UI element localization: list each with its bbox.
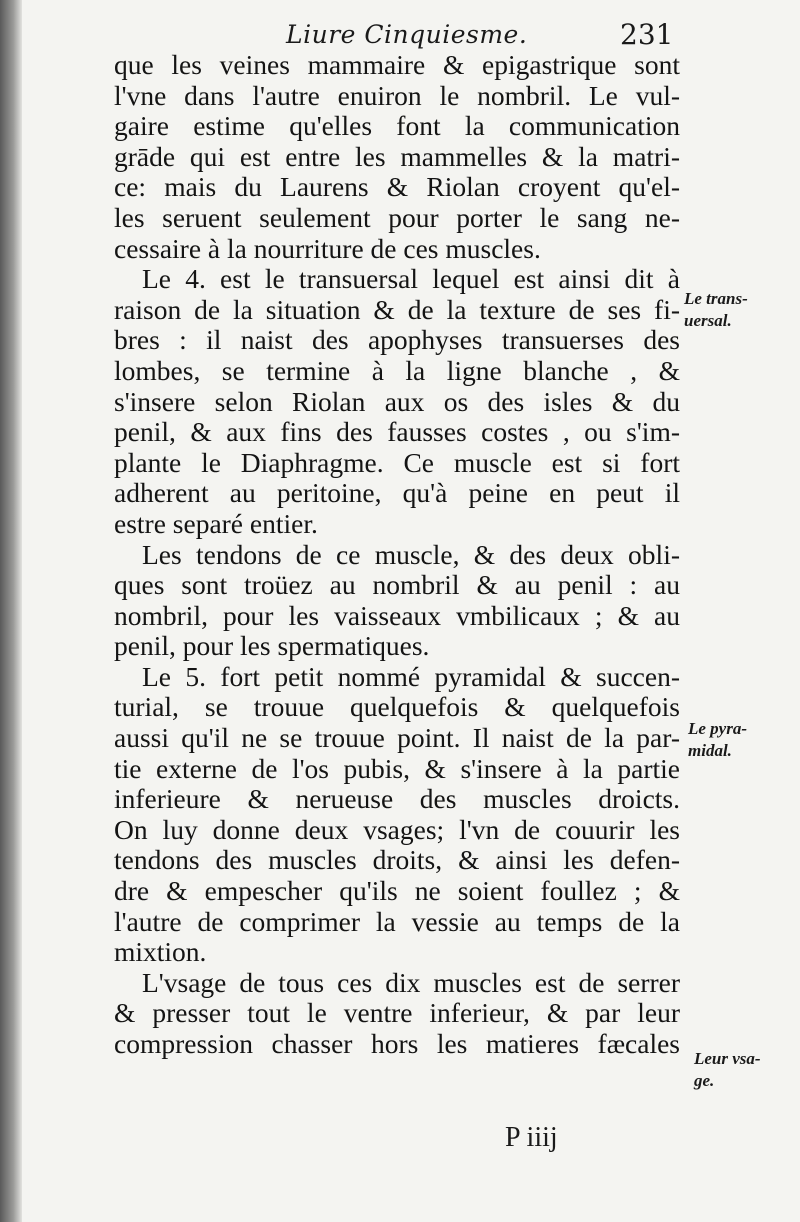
running-title: Liure Cinquiesme. (286, 20, 528, 49)
text-line: Le 4. est le transuersal lequel est ainsi dit à (142, 263, 680, 295)
text-line: s'insere selon Riolan aux os des isles & du (114, 385, 680, 417)
body-text (114, 50, 680, 1060)
margin-note-vsage: Leur vsa- ge. (694, 1049, 761, 1090)
text-line: turial, se trouue quelquefois & quelquefois (114, 691, 680, 723)
text-line: L'vsage de tous ces dix muscles est de serrer (142, 966, 680, 998)
text-line: lombes, se termine à la ligne blanche , & (114, 354, 680, 386)
text-line: bres : il naist des apophyses transuerses des (114, 324, 680, 356)
text-line: inferieure & nerueuse des muscles droicts. (114, 783, 680, 815)
text-line: mixtion. (114, 936, 207, 968)
text-line: tie externe de l'os pubis, & s'insere à la partie (114, 752, 680, 784)
text-line: ce: mais du Laurens & Riolan croyent qu'el- (114, 171, 680, 203)
text-line: estre separé entier. (114, 507, 318, 539)
binding-gutter (0, 0, 22, 1222)
signature-mark: P iiij (505, 1122, 558, 1153)
text-line: & presser tout le ventre inferieur, & par leur (114, 997, 680, 1029)
margin-note-pyramidal: Le pyra- midal. (688, 719, 748, 760)
text-line: tendons des muscles droits, & ainsi les defen- (114, 844, 680, 876)
text-line: Les tendons de ce muscle, & des deux obli- (142, 538, 680, 570)
text-line: grāde qui est entre les mammelles & la matri- (114, 140, 680, 172)
text-line: aussi qu'il ne se trouue point. Il naist de la par- (114, 722, 680, 754)
text-line: que les veines mammaire & epigastrique sont (114, 49, 680, 80)
page-number: 231 (620, 18, 674, 51)
text-line: adherent au peritoine, qu'à peine en peut il (114, 477, 680, 509)
text-line: plante le Diaphragme. Ce muscle est si fort (114, 446, 680, 478)
margin-note-transuersal: Le trans- uersal. (684, 289, 748, 330)
text-line: l'autre de comprimer la vessie au temps de la (114, 905, 680, 937)
text-line: Le 5. fort petit nommé pyramidal & succen- (142, 660, 680, 692)
text-line: penil, pour les spermatiques. (114, 630, 430, 662)
text-line: l'vne dans l'autre enuiron le nombril. Le vul- (114, 79, 680, 111)
text-line: cessaire à la nourriture de ces muscles. (114, 232, 541, 264)
text-line: nombril, pour les vaisseaux vmbilicaux ; & au (114, 599, 680, 631)
text-line: dre & empescher qu'ils ne soient foullez ; & (114, 875, 680, 907)
text-line: gaire estime qu'elles font la communication (114, 110, 680, 142)
text-line: penil, & aux fins des fausses costes , ou s'im- (114, 416, 680, 448)
text-line: ques sont troüez au nombril & au penil : au (114, 569, 680, 601)
text-line: raison de la situation & de la texture de ses fi- (114, 293, 680, 325)
text-line: les seruent seulement pour porter le sang ne- (114, 201, 680, 233)
text-line: On luy donne deux vsages; l'vn de couurir les (114, 813, 680, 845)
text-line: compression chasser hors les matieres fæcales (114, 1028, 680, 1059)
